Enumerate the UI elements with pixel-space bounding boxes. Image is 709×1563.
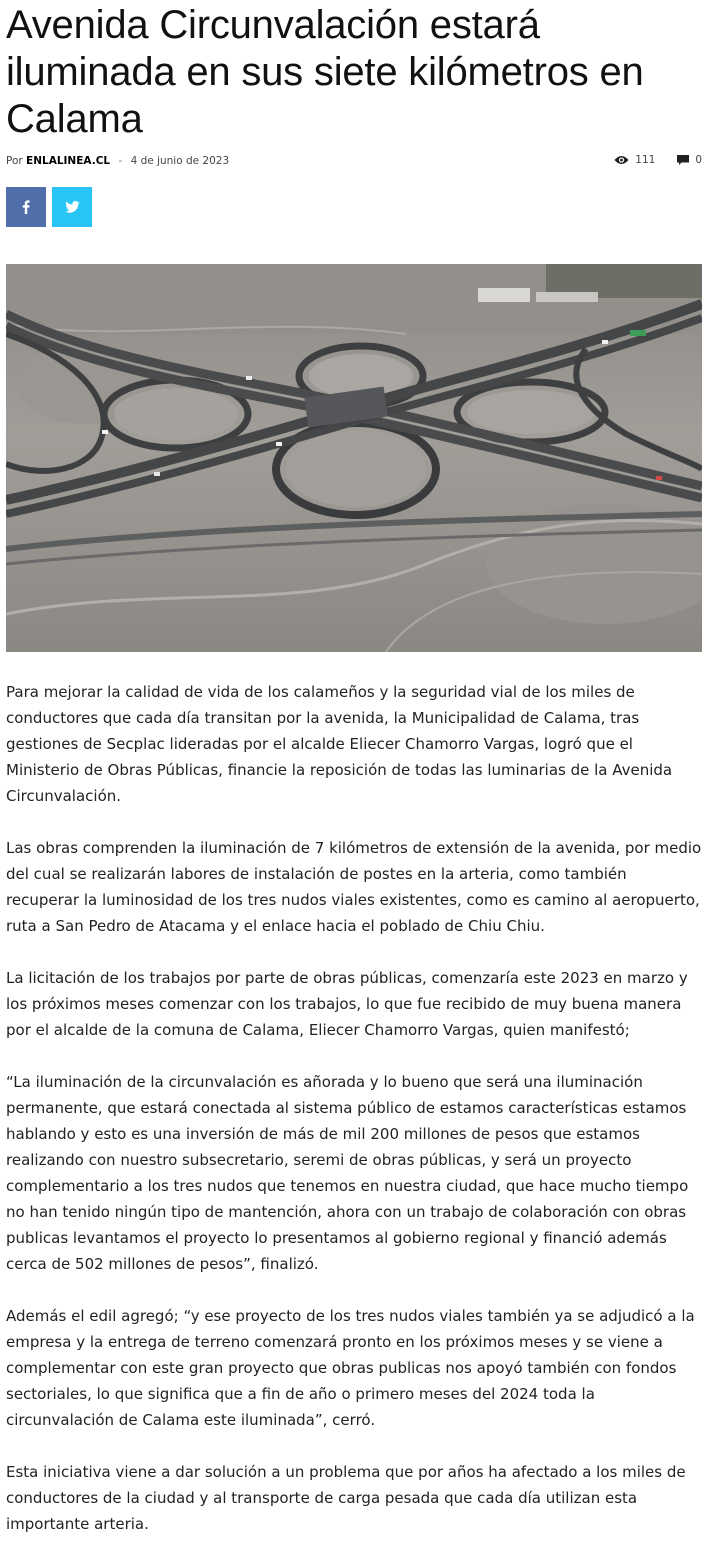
author-link[interactable]: ENLALINEA.CL: [26, 155, 111, 167]
share-buttons: [6, 187, 92, 227]
article-stats: [614, 154, 702, 166]
views-count: 111: [635, 154, 656, 166]
paragraph: “La iluminación de la circunvalación es añorada y lo bueno que será una iluminación permanente, que estará conectada al sistema público de estamos características estamos hablando y esto es una inversión de más de mil 200 millones de pesos que estamos realizando con nuestro subsecretario, seremi de obras públicas, y será un proyecto complementario a los tres nudos que tenemos en nuestra ciudad, que hace mucho tiempo no han tenido ningún tipo de mantención, ahora con un trabajo de colaboración con obras publicas levantamos el proyecto lo presentamos al gobierno regional y financió además cerca de 502 millones de pesos”, finalizó.: [6, 1073, 689, 1273]
paragraph: Para mejorar la calidad de vida de los calameños y la seguridad vial de los miles de conductores que cada día transitan por la avenida, la Municipalidad de Calama, tras gestiones de Secplac lideradas por el alcalde Eliecer Chamorro Vargas, logró que el Ministerio de Obras Públicas, financie la reposición de todas las luminarias de la Avenida Circunvalación.: [6, 683, 673, 805]
by-label: Por: [6, 155, 23, 167]
twitter-icon: [65, 201, 80, 213]
facebook-icon: [22, 200, 30, 214]
twitter-share-button[interactable]: [52, 187, 92, 227]
article-title: Avenida Circunvalación estará iluminada en sus siete kilómetros en Calama: [6, 3, 644, 141]
facebook-share-button[interactable]: [6, 187, 46, 227]
comments-count[interactable]: 0: [695, 154, 702, 166]
article-meta: [6, 155, 229, 167]
paragraph: La licitación de los trabajos por parte de obras públicas, comenzaría este 2023 en marzo y los próximos meses comenzar con los trabajos, lo que fue recibido de muy buena manera por el alcalde de la comuna de Calama, Eliecer Chamorro Vargas, quien manifestó;: [6, 969, 688, 1039]
eye-icon: [614, 155, 629, 165]
article-photo: [6, 264, 702, 652]
paragraph: Además el edil agregó; “y ese proyecto de los tres nudos viales también ya se adjudicó a la empresa y la entrega de terreno comenzará pronto en los próximos meses y se viene a complementar con este gran proyecto que obras publicas nos apoyó también con fondos sectoriales, lo que significa que a fin de año o primero meses del 2024 toda la circunvalación de Calama este iluminada”, cerró.: [6, 1307, 695, 1429]
comment-icon[interactable]: [677, 155, 689, 165]
paragraph: Las obras comprenden la iluminación de 7 kilómetros de extensión de la avenida, por medio del cual se realizarán labores de instalación de postes en la arteria, como también recuperar la luminosidad de los tres nudos viales existentes, como es camino al aeropuerto, ruta a San Pedro de Atacama y el enlace hacia el poblado de Chiu Chiu.: [6, 839, 702, 935]
publish-date: 4 de junio de 2023: [130, 155, 230, 167]
meta-separator: -: [118, 155, 123, 167]
paragraph: Esta iniciativa viene a dar solución a un problema que por años ha afectado a los miles de conductores de la ciudad y al transporte de carga pesada que cada día utilizan esta importante arteria.: [6, 1463, 686, 1533]
article-body: [6, 679, 704, 1563]
